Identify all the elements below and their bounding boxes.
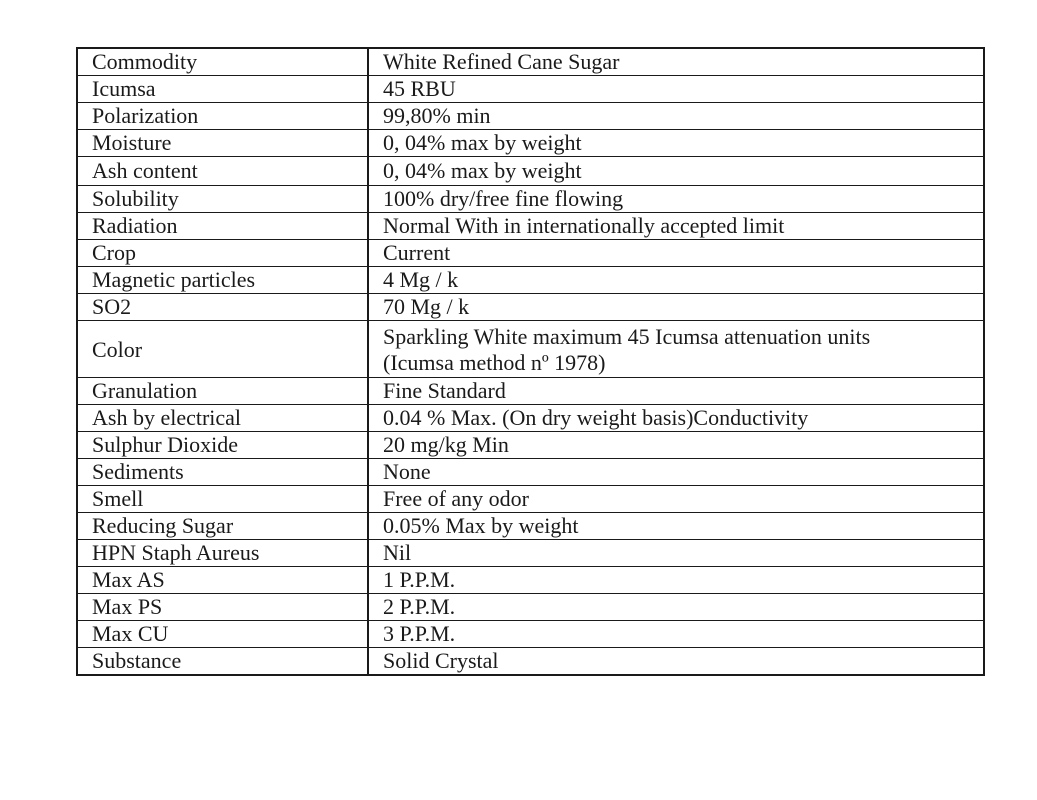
property-cell: Color [77,321,368,378]
table-row [77,540,984,567]
table-row [77,405,984,432]
value-cell: 100% dry/free fine flowing [368,186,984,213]
table-row [77,103,984,130]
property-cell: Sulphur Dioxide [77,432,368,459]
table-row [77,594,984,621]
value-cell: 4 Mg / k [368,267,984,294]
table-row [77,48,984,76]
property-cell: Max CU [77,621,368,648]
value-cell: 0, 04% max by weight [368,157,984,186]
table-row [77,186,984,213]
value-cell: 99,80% min [368,103,984,130]
value-cell: 70 Mg / k [368,294,984,321]
property-cell: Ash by electrical [77,405,368,432]
value-cell: 2 P.P.M. [368,594,984,621]
property-cell: Granulation [77,378,368,405]
table-row [77,267,984,294]
value-cell: 45 RBU [368,76,984,103]
table-row [77,432,984,459]
property-cell: Icumsa [77,76,368,103]
value-cell: Nil [368,540,984,567]
property-cell: Polarization [77,103,368,130]
table-row [77,621,984,648]
value-cell: 0, 04% max by weight [368,130,984,157]
property-cell: Substance [77,648,368,676]
value-cell: 0.04 % Max. (On dry weight basis)Conductivity [368,405,984,432]
value-cell: 1 P.P.M. [368,567,984,594]
property-cell: Sediments [77,459,368,486]
value-cell: Normal With in internationally accepted limit [368,213,984,240]
property-cell: Crop [77,240,368,267]
value-cell: 0.05% Max by weight [368,513,984,540]
value-line-2: (Icumsa method nº 1978) [383,350,606,375]
table-row [77,486,984,513]
value-cell: White Refined Cane Sugar [368,48,984,76]
property-cell: Solubility [77,186,368,213]
property-cell: Magnetic particles [77,267,368,294]
property-cell: Smell [77,486,368,513]
property-cell: Max PS [77,594,368,621]
property-cell: Max AS [77,567,368,594]
property-cell: Ash content [77,157,368,186]
value-cell: Current [368,240,984,267]
specification-table [76,47,985,676]
value-cell: Free of any odor [368,486,984,513]
table-row [77,648,984,676]
table-row [77,378,984,405]
value-line-1: Sparkling White maximum 45 Icumsa attenuation units [383,324,871,349]
table-row [77,513,984,540]
value-cell: 20 mg/kg Min [368,432,984,459]
table-row [77,459,984,486]
table-row [77,157,984,186]
value-cell: 3 P.P.M. [368,621,984,648]
table-row [77,294,984,321]
table-row [77,240,984,267]
value-cell: Fine Standard [368,378,984,405]
value-cell [368,321,984,378]
table-row [77,130,984,157]
table-row [77,76,984,103]
table-row [77,321,984,378]
value-cell: None [368,459,984,486]
property-cell: Reducing Sugar [77,513,368,540]
property-cell: Moisture [77,130,368,157]
property-cell: SO2 [77,294,368,321]
table-row [77,213,984,240]
value-cell: Solid Crystal [368,648,984,676]
property-cell: Radiation [77,213,368,240]
table-row [77,567,984,594]
property-cell: HPN Staph Aureus [77,540,368,567]
property-cell: Commodity [77,48,368,76]
